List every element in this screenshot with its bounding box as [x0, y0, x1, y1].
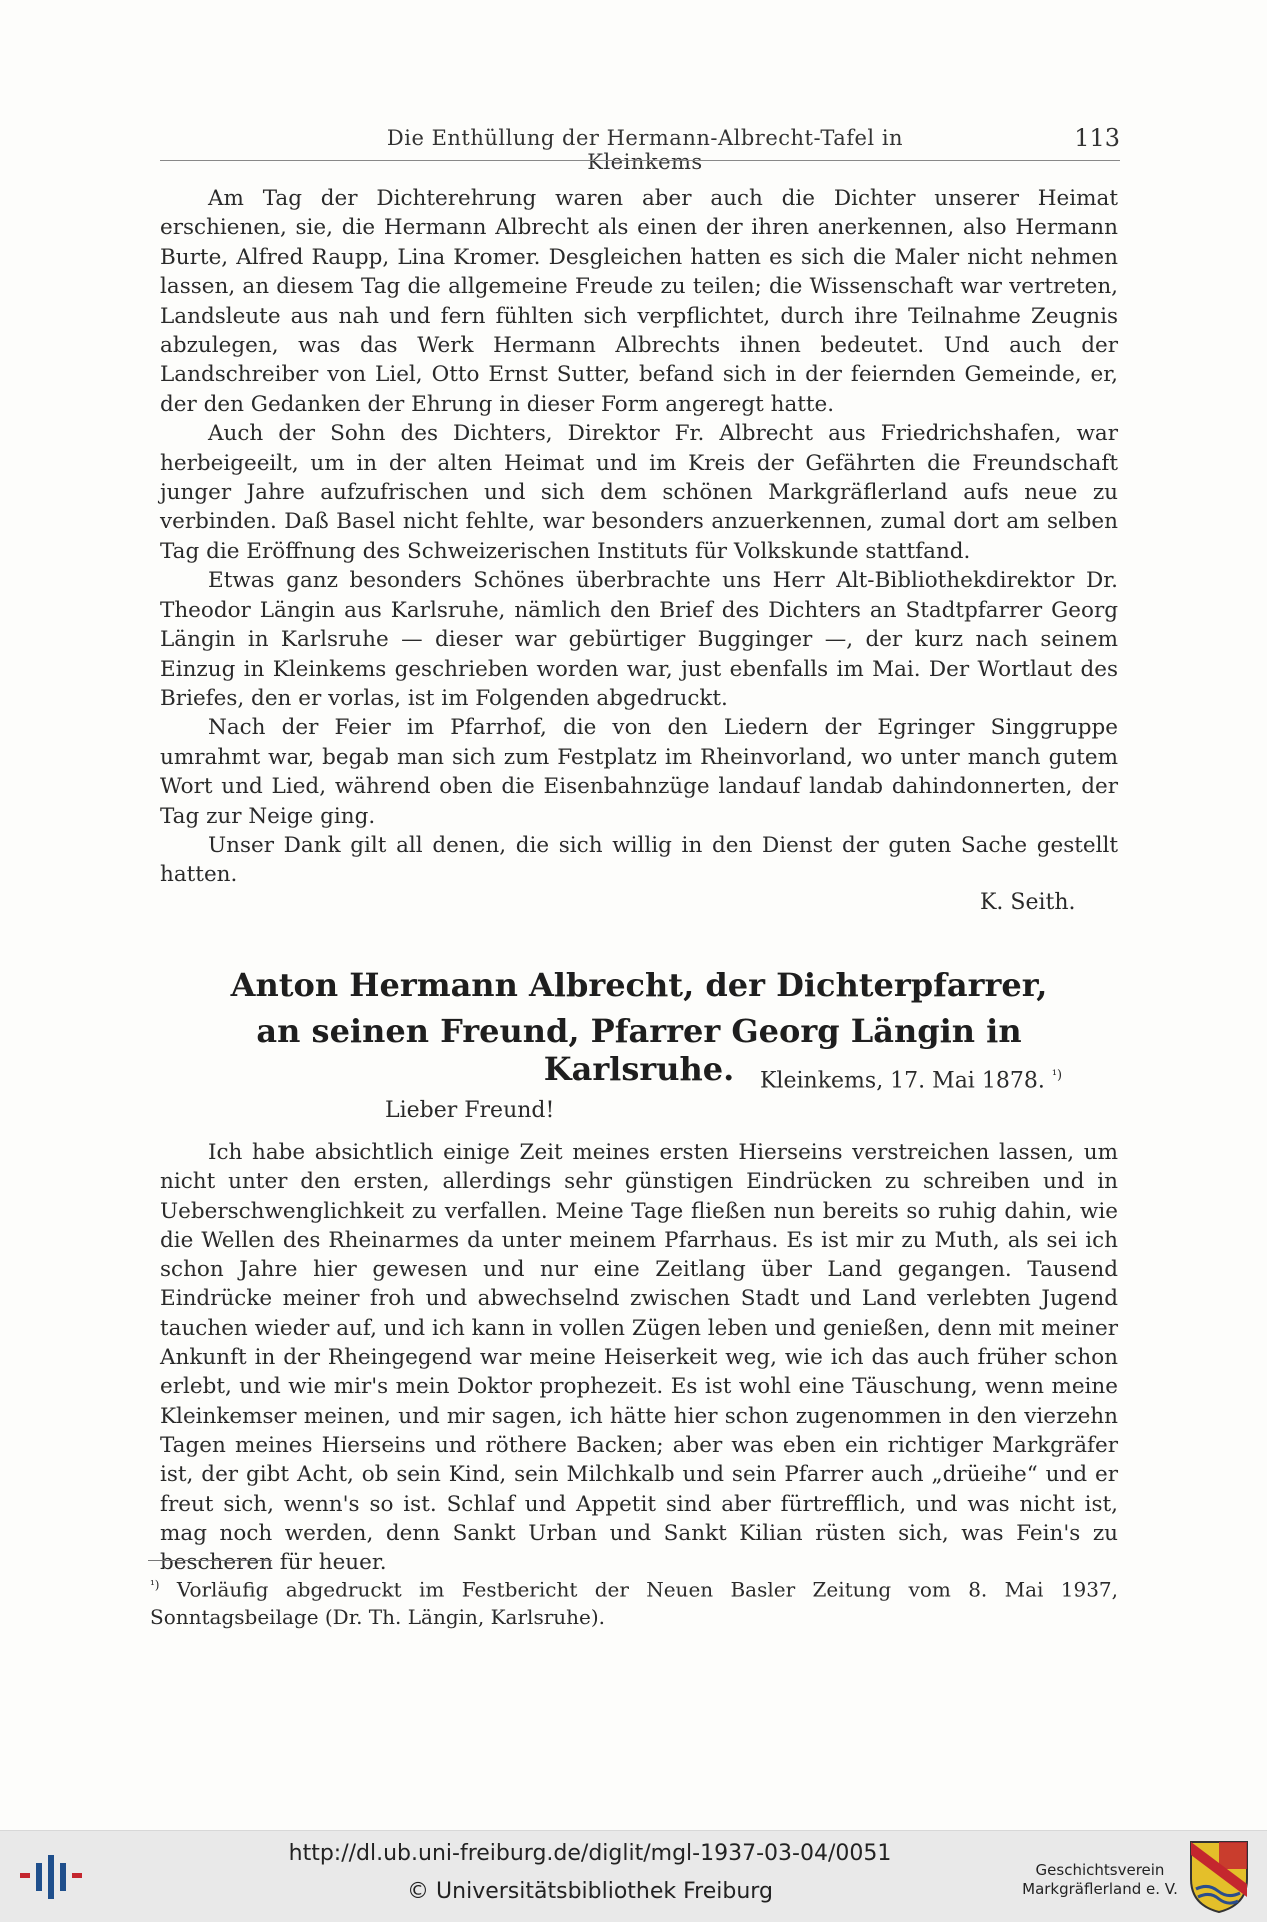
page-number: 113 [1074, 124, 1120, 152]
report-text [160, 184, 1118, 890]
author-signature: K. Seith. [980, 890, 1076, 915]
paragraph: Etwas ganz besonders Schönes überbrachte uns Herr Alt-Bibliothekdirektor Dr. Theodor Längin aus Karlsruhe, nämlich den Brief des Dichters an Stadtpfarrer Georg Längin in Karlsruhe — dieser war gebürtiger Bugginger —, der kurz nach seinem Einzug in Kleinkems geschrieben worden war, just ebenfalls im Mai. Der Wortlaut des Briefes, den er vorlas, ist im Folgenden abgedruckt. [160, 568, 1118, 711]
footnote [150, 1572, 1118, 1631]
copyright-notice: © Universitätsbibliothek Freiburg [407, 1879, 773, 1904]
viewer-footer [0, 1830, 1267, 1922]
paragraph: Nach der Feier im Pfarrhof, die von den Liedern der Egringer Singgruppe umrahmt war, begab man sich zum Festplatz im Rheinvorland, wo unter manch gutem Wort und Lied, während oben die Eisenbahnzüge landauf landab dahindonnerten, der Tag zur Neige ging. [160, 715, 1118, 829]
place-date-text: Kleinkems, 17. Mai 1878. [760, 1068, 1045, 1094]
letter-salutation: Lieber Freund! [385, 1098, 555, 1123]
paragraph: Auch der Sohn des Dichters, Direktor Fr. Albrecht aus Friedrichshafen, war herbeigeeilt, um in der alten Heimat und im Kreis der Gefährten die Freundschaft junger Jahre aufzufrischen und sich dem schönen Markgräflerland aufs neue zu verbinden. Daß Basel nicht fehlte, war besonders anzuerkennen, zumal dort am selben Tag die Eröffnung des Schweizerischen Instituts für Volkskunde stattfand. [160, 421, 1118, 564]
society-line2: Markgräflerland e. V. [1022, 1880, 1178, 1898]
paragraph: Am Tag der Dichterehrung waren aber auch die Dichter unserer Heimat erschienen, sie, die Hermann Albrecht als einen der ihren anerkennen, also Hermann Burte, Alfred Raupp, Lina Kromer. Desgleichen hatten es sich die Maler nicht nehmen lassen, an diesem Tag die allgemeine Freude zu teilen; die Wissenschaft war vertreten, Landsleute aus nah und fern fühlten sich verpflichtet, durch ihre Teilnahme Zeugnis abzulegen, was das Werk Hermann Albrechts ihnen bedeutet. Und auch der Landschreiber von Liel, Otto Ernst Sutter, befand sich in der feiernden Gemeinde, er, der den Gedanken der Ehrung in dieser Form angeregt hatte. [160, 186, 1118, 417]
running-header [160, 122, 1120, 174]
letter-heading-line1: Anton Hermann Albrecht, der Dichterpfarrer, [230, 966, 1048, 1004]
society-line1: Geschichtsverein [1035, 1861, 1165, 1879]
society-name [1010, 1861, 1190, 1899]
header-rule [160, 160, 1120, 161]
running-header-title: Die Enthüllung der Hermann-Albrecht-Tafel in Kleinkems [386, 126, 904, 174]
footnote-reference: ¹) [1051, 1068, 1063, 1083]
footnote-rule [148, 1560, 272, 1561]
coat-of-arms-icon [1188, 1839, 1250, 1915]
letter-text [160, 1138, 1118, 1577]
library-logo-icon [20, 1851, 80, 1901]
paragraph: Unser Dank gilt all denen, die sich willig in den Dienst der guten Sache gestellt hatten. [160, 832, 1118, 888]
letter-paragraph: Ich habe absichtlich einige Zeit meines ersten Hierseins verstreichen lassen, um nicht unter den ersten, allerdings sehr günstigen Eindrücken zu schreiben und in Ueberschwenglichkeit zu verfallen. Meine Tage fließen nun bereits so ruhig dahin, wie die Wellen des Rheinarmes da unter meinem Pfarrhaus. Es ist mir zu Muth, als sei ich schon Jahre hier gewesen und nur eine Zeitlang über Land gegangen. Tausend Eindrücke meiner froh und abwechselnd zwischen Stadt und Land verlebten Jugend tauchen wieder auf, und ich kann in vollen Zügen leben und genießen, denn mit meiner Ankunft in der Rheingegend war meine Heiserkeit weg, wie ich das auch früher schon erlebt, und wie mir's mein Doktor prophezeit. Es ist wohl eine Täuschung, wenn meine Kleinkemser meinen, und mir sagen, ich hätte hier schon zugenommen in den vierzehn Tagen meines Hierseins und röthere Backen; aber was eben ein richtiger Markgräfer ist, der gibt Acht, ob sein Kind, sein Milchkalb und sein Pfarrer auch „drüeihe“ und er freut sich, wenn's so ist. Schlaf und Appetit sind aber fürtrefflich, und was nicht ist, mag noch werden, denn Sankt Urban und Sankt Kilian rüsten sich, was Fein's zu bescheren für heuer. [160, 1140, 1118, 1576]
footnote-mark: ¹) [150, 1578, 160, 1592]
letter-place-date [760, 1068, 1062, 1093]
letter-heading-line2: an seinen Freund, Pfarrer Georg Längin in Karlsruhe. [256, 1012, 1022, 1088]
footnote-text: Vorläufig abgedruckt im Festbericht der Neuen Basler Zeitung vom 8. Mai 1937, Sonntagsbeilage (Dr. Th. Längin, Karlsruhe). [150, 1577, 1119, 1629]
permalink[interactable]: http://dl.ub.uni-freiburg.de/diglit/mgl-1937-03-04/0051 [288, 1841, 892, 1866]
